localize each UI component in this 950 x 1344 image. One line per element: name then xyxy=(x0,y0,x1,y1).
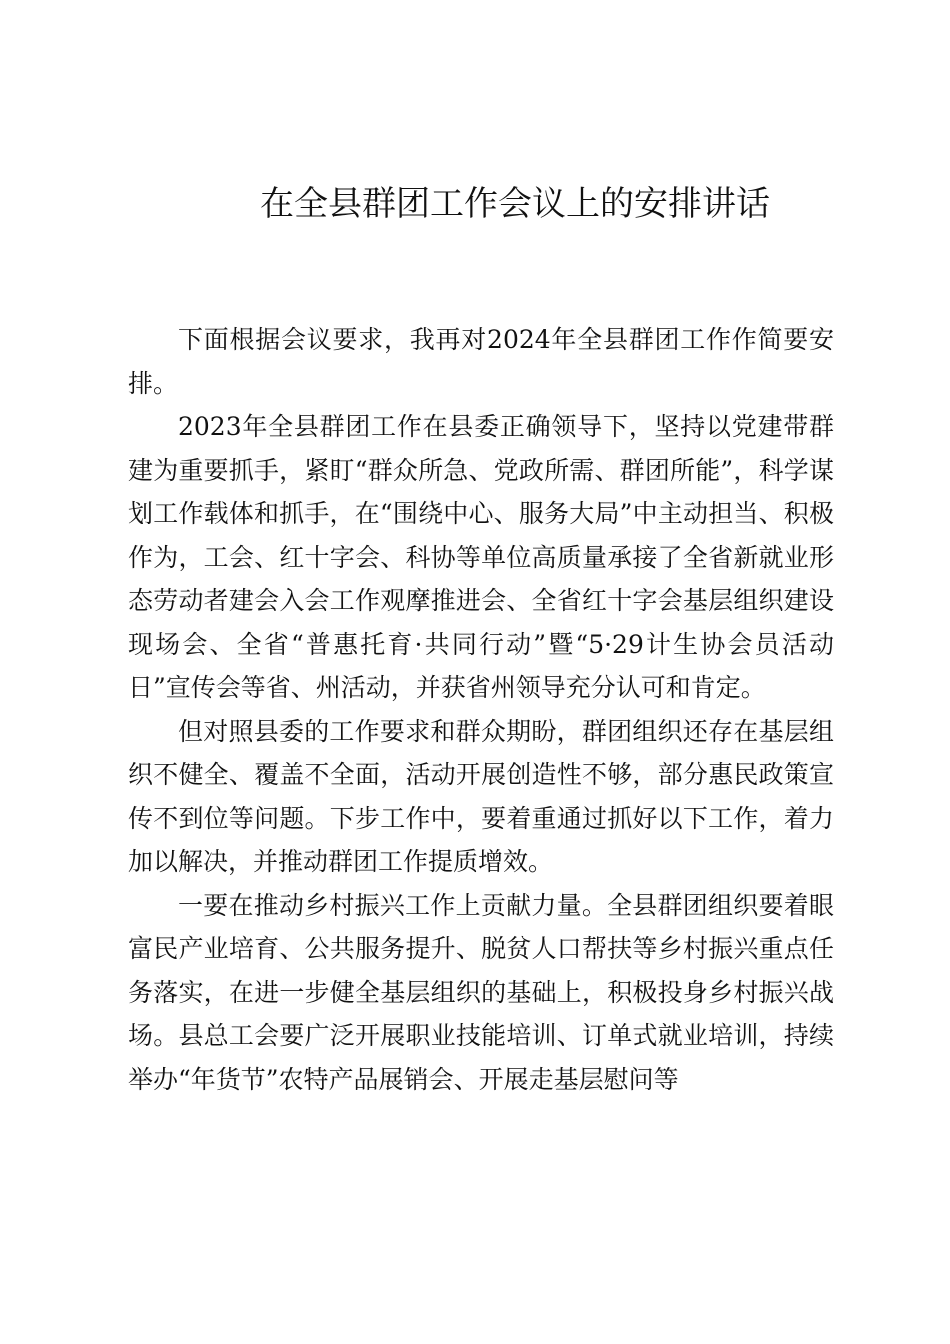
paragraph: 一要在推动乡村振兴工作上贡献力量。全县群团组织要着眼富民产业培育、公共服务提升、脱贫人口帮扶等乡村振兴重点任务落实，在进一步健全基层组织的基础上，积极投身乡村振兴战场。县总工会要广泛开展职业技能培训、订单式就业培训，持续举办“年货节”农特产品展销会、开展走基层慰问等 xyxy=(128,890,834,1094)
paragraph: 2023年全县群团工作在县委正确领导下，坚持以党建带群建为重要抓手，紧盯“群众所急、党政所需、群团所能”，科学谋划工作载体和抓手，在“围绕中心、服务大局”中主动担当、积极作为，工会、红十字会、科协等单位高质量承接了全省新就业形态劳动者建会入会工作观摩推进会、全省红十字会基层组织建设现场会、全省“普惠托育·共同行动”暨“5·29计生协会员活动日”宣传会等省、州活动，并获省州领导充分认可和肯定。 xyxy=(128,412,834,702)
document-body xyxy=(128,318,834,1101)
paragraph: 下面根据会议要求，我再对2024年全县群团工作作简要安排。 xyxy=(128,325,834,398)
document-title: 在全县群团工作会议上的安排讲话 xyxy=(260,184,770,224)
paragraph: 但对照县委的工作要求和群众期盼，群团组织还存在基层组织不健全、覆盖不全面，活动开展创造性不够，部分惠民政策宣传不到位等问题。下步工作中，要着重通过抓好以下工作，着力加以解决，并推动群团工作提质增效。 xyxy=(128,716,834,876)
